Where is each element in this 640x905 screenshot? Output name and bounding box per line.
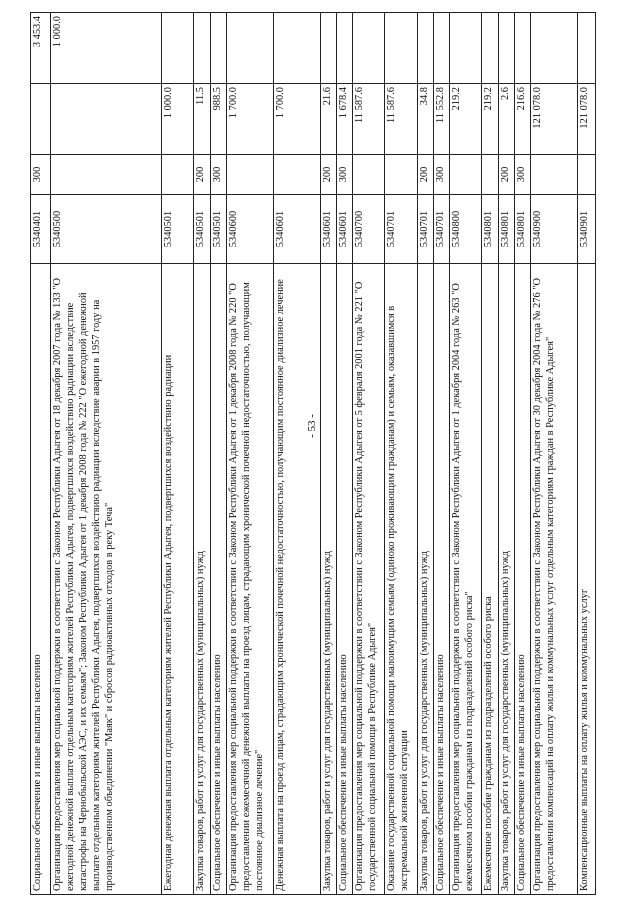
budget-table [30,12,596,895]
table-row [515,13,531,895]
row-code: 5340900 [531,195,578,264]
table-row [321,13,337,895]
row-expense-type [385,155,418,195]
row-amount-total [515,13,531,84]
table-row [353,13,385,895]
row-expense-type: 300 [337,155,353,195]
row-code: 5340801 [515,195,531,264]
row-code: 5340601 [274,195,321,264]
row-amount-total [337,13,353,84]
table-row [31,13,51,895]
row-expense-type [482,155,499,195]
row-code: 5340501 [194,195,211,264]
row-expense-type: 200 [418,155,434,195]
row-expense-type: 200 [321,155,337,195]
row-amount: 216.6 [515,84,531,155]
table-row [51,13,162,895]
row-amount-total [434,13,450,84]
row-expense-type: 300 [434,155,450,195]
table-row [211,13,227,895]
row-amount-total [353,13,385,84]
row-amount-total [211,13,227,84]
row-description: Оказание государственной социальной помощи малоимущим семьям (одиноко проживающим гражданам) и семьям, оказавшимся в экстремальной жизненной ситуации [385,264,418,895]
row-code: 5340801 [499,195,515,264]
row-description: Организация предоставления мер социальной поддержки в соответствии с Законом Республики Адыгея от 1 декабря 2004 года № 263 "О ежемесячном пособии гражданам из подразделений особого риска" [450,264,482,895]
row-description: Организация предоставления мер социальной поддержки в соответствии с Законом Республики Адыгея от 1 декабря 2008 года № 220 "О предоставлении ежемесячной денежной выплаты на проезд лицам, страдающим хронической почечной недостаточностью, получающим постоянное диализное лечение" [227,264,274,895]
row-description: Закупка товаров, работ и услуг для государственных (муниципальных) нужд [321,264,337,895]
row-amount: 34.8 [418,84,434,155]
row-amount: 1 700.0 [227,84,274,155]
row-description: Организация предоставления мер социальной поддержки в соответствии с Законом Республики Адыгея от 18 декабря 2007 года № 133 "О ежегодной денежной выплате отдельным категориям жителей Республики Адыгея, подвергшихся воздействию радиации вследствие катастрофы на Чернобыльской АЭС, и их семьям"; Законом Республики Адыгея от 1 декабря 2008 года № 222 "О ежегодной денежной выплате отдельным категориям жителей Республики Адыгея, подвергшихся воздействию радиации вследствие аварии в 1957 году на производственном объединении "Маяк" и сбросов радиоактивных отходов в реку Теча" [51,264,162,895]
row-expense-type: 300 [31,155,51,195]
row-expense-type [450,155,482,195]
row-description: Закупка товаров, работ и услуг для государственных (муниципальных) нужд [194,264,211,895]
row-code: 5340901 [578,195,596,264]
row-code: 5340701 [434,195,450,264]
row-expense-type [51,155,162,195]
table-row [434,13,450,895]
page-number: - 53 - [306,414,318,438]
row-expense-type: 300 [211,155,227,195]
row-amount-total [450,13,482,84]
row-amount-total: 1 000.0 [51,13,162,84]
row-amount-total [578,13,596,84]
row-amount: 21.6 [321,84,337,155]
row-amount: 11.5 [194,84,211,155]
row-description: Социальное обеспечение и иные выплаты населению [434,264,450,895]
row-amount: 1 678.4 [337,84,353,155]
row-amount: 1 700.0 [274,84,321,155]
row-amount-total [227,13,274,84]
table-row [531,13,578,895]
table-row [337,13,353,895]
row-expense-type [578,155,596,195]
row-amount-total [385,13,418,84]
row-amount: 219.2 [450,84,482,155]
row-amount: 988.5 [211,84,227,155]
row-amount: 2.6 [499,84,515,155]
row-description: Социальное обеспечение и иные выплаты населению [211,264,227,895]
table-row [194,13,211,895]
row-code: 5340601 [321,195,337,264]
row-code: 5340801 [482,195,499,264]
row-description: Компенсационные выплаты на оплату жилья и коммунальных услуг [578,264,596,895]
row-amount-total [194,13,211,84]
row-expense-type [531,155,578,195]
table-row [482,13,499,895]
table-row [450,13,482,895]
table-row [499,13,515,895]
row-code: 5340401 [31,195,51,264]
table-row [162,13,194,895]
row-code: 5340800 [450,195,482,264]
row-description: Организация предоставления мер социальной поддержки в соответствии с Законом Республики Адыгея от 5 февраля 2001 года № 221 "О государственной социальной помощи в Республике Адыгея" [353,264,385,895]
row-description: Социальное обеспечение и иные выплаты населению [31,264,51,895]
row-amount: 11 552.8 [434,84,450,155]
row-description: Закупка товаров, работ и услуг для государственных (муниципальных) нужд [418,264,434,895]
row-amount-total [321,13,337,84]
row-amount: 121 078.0 [531,84,578,155]
table-row [385,13,418,895]
row-code: 5340601 [337,195,353,264]
row-amount-total [482,13,499,84]
row-amount-total [499,13,515,84]
row-description: Закупка товаров, работ и услуг для государственных (муниципальных) нужд [499,264,515,895]
row-amount-total: 3 453.4 [31,13,51,84]
row-code: 5340700 [353,195,385,264]
row-amount-total [418,13,434,84]
row-code: 5340500 [51,195,162,264]
row-amount: 121 078.0 [578,84,596,155]
row-description: Ежегодная денежная выплата отдельным категориям жителей Республики Адыгея, подвергшихся воздействию радиации [162,264,194,895]
row-amount-total [162,13,194,84]
row-description: Социальное обеспечение и иные выплаты населению [337,264,353,895]
row-amount [31,84,51,155]
table-row [227,13,274,895]
row-expense-type [274,155,321,195]
row-amount-total [274,13,321,84]
table-row [274,13,321,895]
row-code: 5340701 [418,195,434,264]
row-expense-type: 200 [194,155,211,195]
row-expense-type [227,155,274,195]
table-row [578,13,596,895]
row-code: 5340701 [385,195,418,264]
row-code: 5340501 [211,195,227,264]
row-code: 5340501 [162,195,194,264]
row-expense-type [353,155,385,195]
rotated-table-wrapper [30,16,620,895]
row-amount [51,84,162,155]
table-row [418,13,434,895]
row-description: Денежная выплата на проезд лицам, страдающим хронической почечной недостаточностью, получающим постоянное диализное лечение [274,264,321,895]
row-expense-type: 300 [515,155,531,195]
row-description: Ежемесячное пособие гражданам из подразделений особого риска [482,264,499,895]
row-code: 5340600 [227,195,274,264]
row-amount: 1 000.0 [162,84,194,155]
row-description: Организация предоставления мер социальной поддержки в соответствии с Законом Республики Адыгея от 30 декабря 2004 года № 276 "О предоставлении компенсаций на оплату жилья и коммунальных услуг отдельным категориям граждан в Республике Адыгея" [531,264,578,895]
row-amount: 11 587.6 [385,84,418,155]
row-amount-total [531,13,578,84]
row-description: Социальное обеспечение и иные выплаты населению [515,264,531,895]
row-expense-type [162,155,194,195]
row-amount: 11 587.6 [353,84,385,155]
row-amount: 219.2 [482,84,499,155]
row-expense-type: 200 [499,155,515,195]
